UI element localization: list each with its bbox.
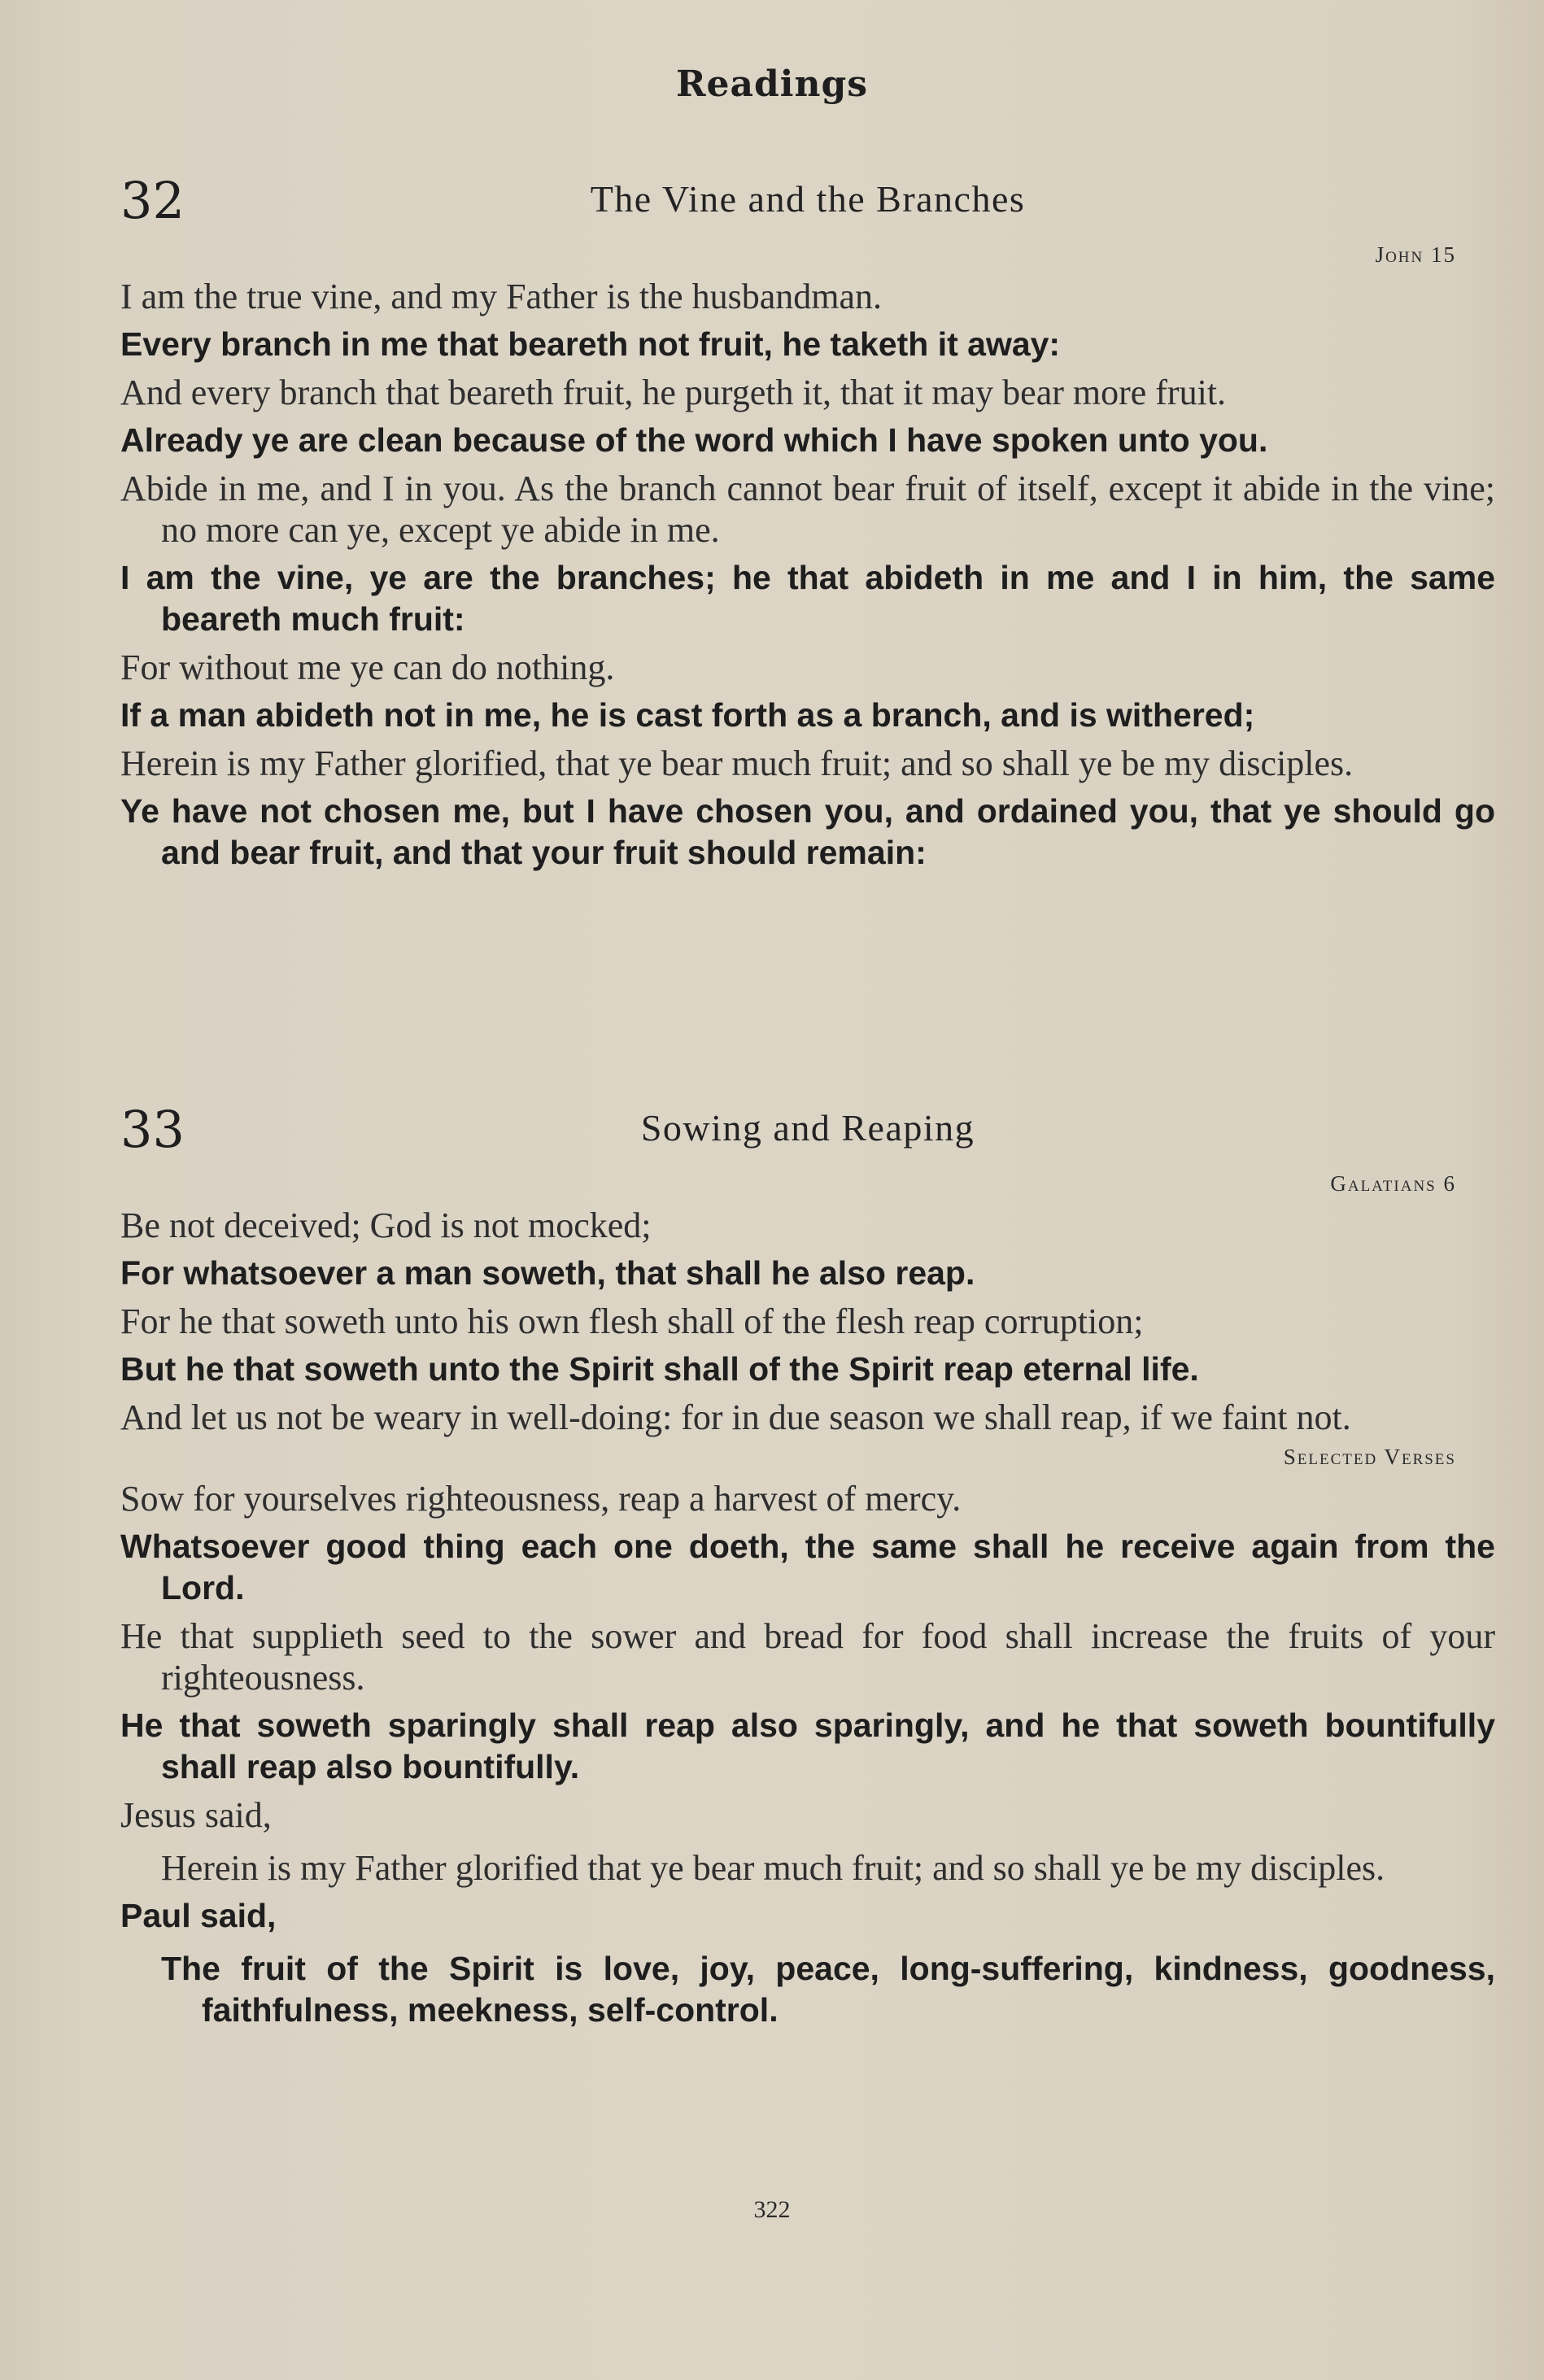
running-head: Readings <box>675 63 869 105</box>
speaker-label: Jesus said, <box>120 1795 272 1835</box>
reading-header <box>120 171 1495 236</box>
scripture-reference: Selected Verses <box>1283 1445 1456 1469</box>
verse-response: Already ye are clean because of the word which I have spoken unto you. <box>120 421 1268 459</box>
verse-response: For whatsoever a man soweth, that shall he also reap. <box>120 1254 975 1292</box>
speaker-label: Paul said, <box>120 1897 277 1934</box>
verse-response: Ye have not chosen me, but I have chosen you, and ordained you, that ye should go and bear fruit, and that your fruit should remain: <box>120 792 1495 871</box>
verse-response: He that soweth sparingly shall reap also sparingly, and he that soweth bountifully shall reap also bountifully. <box>120 1707 1495 1785</box>
reading-title: The Vine and the Branches <box>590 178 1026 220</box>
verse-leader: Be not deceived; God is not mocked; <box>120 1205 652 1245</box>
verse-leader: I am the true vine, and my Father is the husbandman. <box>120 277 882 316</box>
verse-leader: Abide in me, and I in you. As the branch cannot bear fruit of itself, except it abide in the vine; no more can ye, except ye abide in me. <box>120 469 1495 550</box>
reading-32 <box>120 171 1495 880</box>
reading-header <box>120 1100 1495 1165</box>
reading-title: Sowing and Reaping <box>640 1107 975 1149</box>
verse-response: I am the vine, ye are the branches; he that abideth in me and I in him, the same beareth much fruit: <box>120 559 1495 638</box>
scripture-reference: Galatians 6 <box>1330 1171 1456 1196</box>
verse-leader: Sow for yourselves righteousness, reap a harvest of mercy. <box>120 1479 962 1519</box>
reading-33 <box>120 1100 1495 2038</box>
scripture-reference: John 15 <box>1375 242 1456 267</box>
verse-response: But he that soweth unto the Spirit shall of the Spirit reap eternal life. <box>120 1350 1199 1388</box>
page-number: 322 <box>753 2196 791 2223</box>
verse-response: Whatsoever good thing each one doeth, the same shall he receive again from the Lord. <box>120 1528 1495 1606</box>
reading-number: 33 <box>120 1100 185 1159</box>
verse-leader: Herein is my Father glorified that ye bear much fruit; and so shall ye be my disciples. <box>161 1848 1385 1888</box>
verse-leader: And every branch that beareth fruit, he purgeth it, that it may bear more fruit. <box>120 373 1227 412</box>
verse-leader: Herein is my Father glorified, that ye bear much fruit; and so shall ye be my disciples. <box>120 743 1354 783</box>
reading-number: 32 <box>120 171 185 230</box>
verse-leader: He that supplieth seed to the sower and bread for food shall increase the fruits of your righteousness. <box>120 1616 1495 1698</box>
verse-response: The fruit of the Spirit is love, joy, peace, long-suffering, kindness, goodness, faithfulness, meekness, self-control. <box>161 1950 1495 2029</box>
verse-response: Every branch in me that beareth not fruit, he taketh it away: <box>120 325 1061 363</box>
verse-response: If a man abideth not in me, he is cast forth as a branch, and is withered; <box>120 696 1255 734</box>
verse-leader: For he that soweth unto his own flesh shall of the flesh reap corruption; <box>120 1301 1144 1341</box>
verse-leader: And let us not be weary in well-doing: for in due season we shall reap, if we faint not. <box>120 1397 1351 1437</box>
verse-leader: For without me ye can do nothing. <box>120 647 615 687</box>
